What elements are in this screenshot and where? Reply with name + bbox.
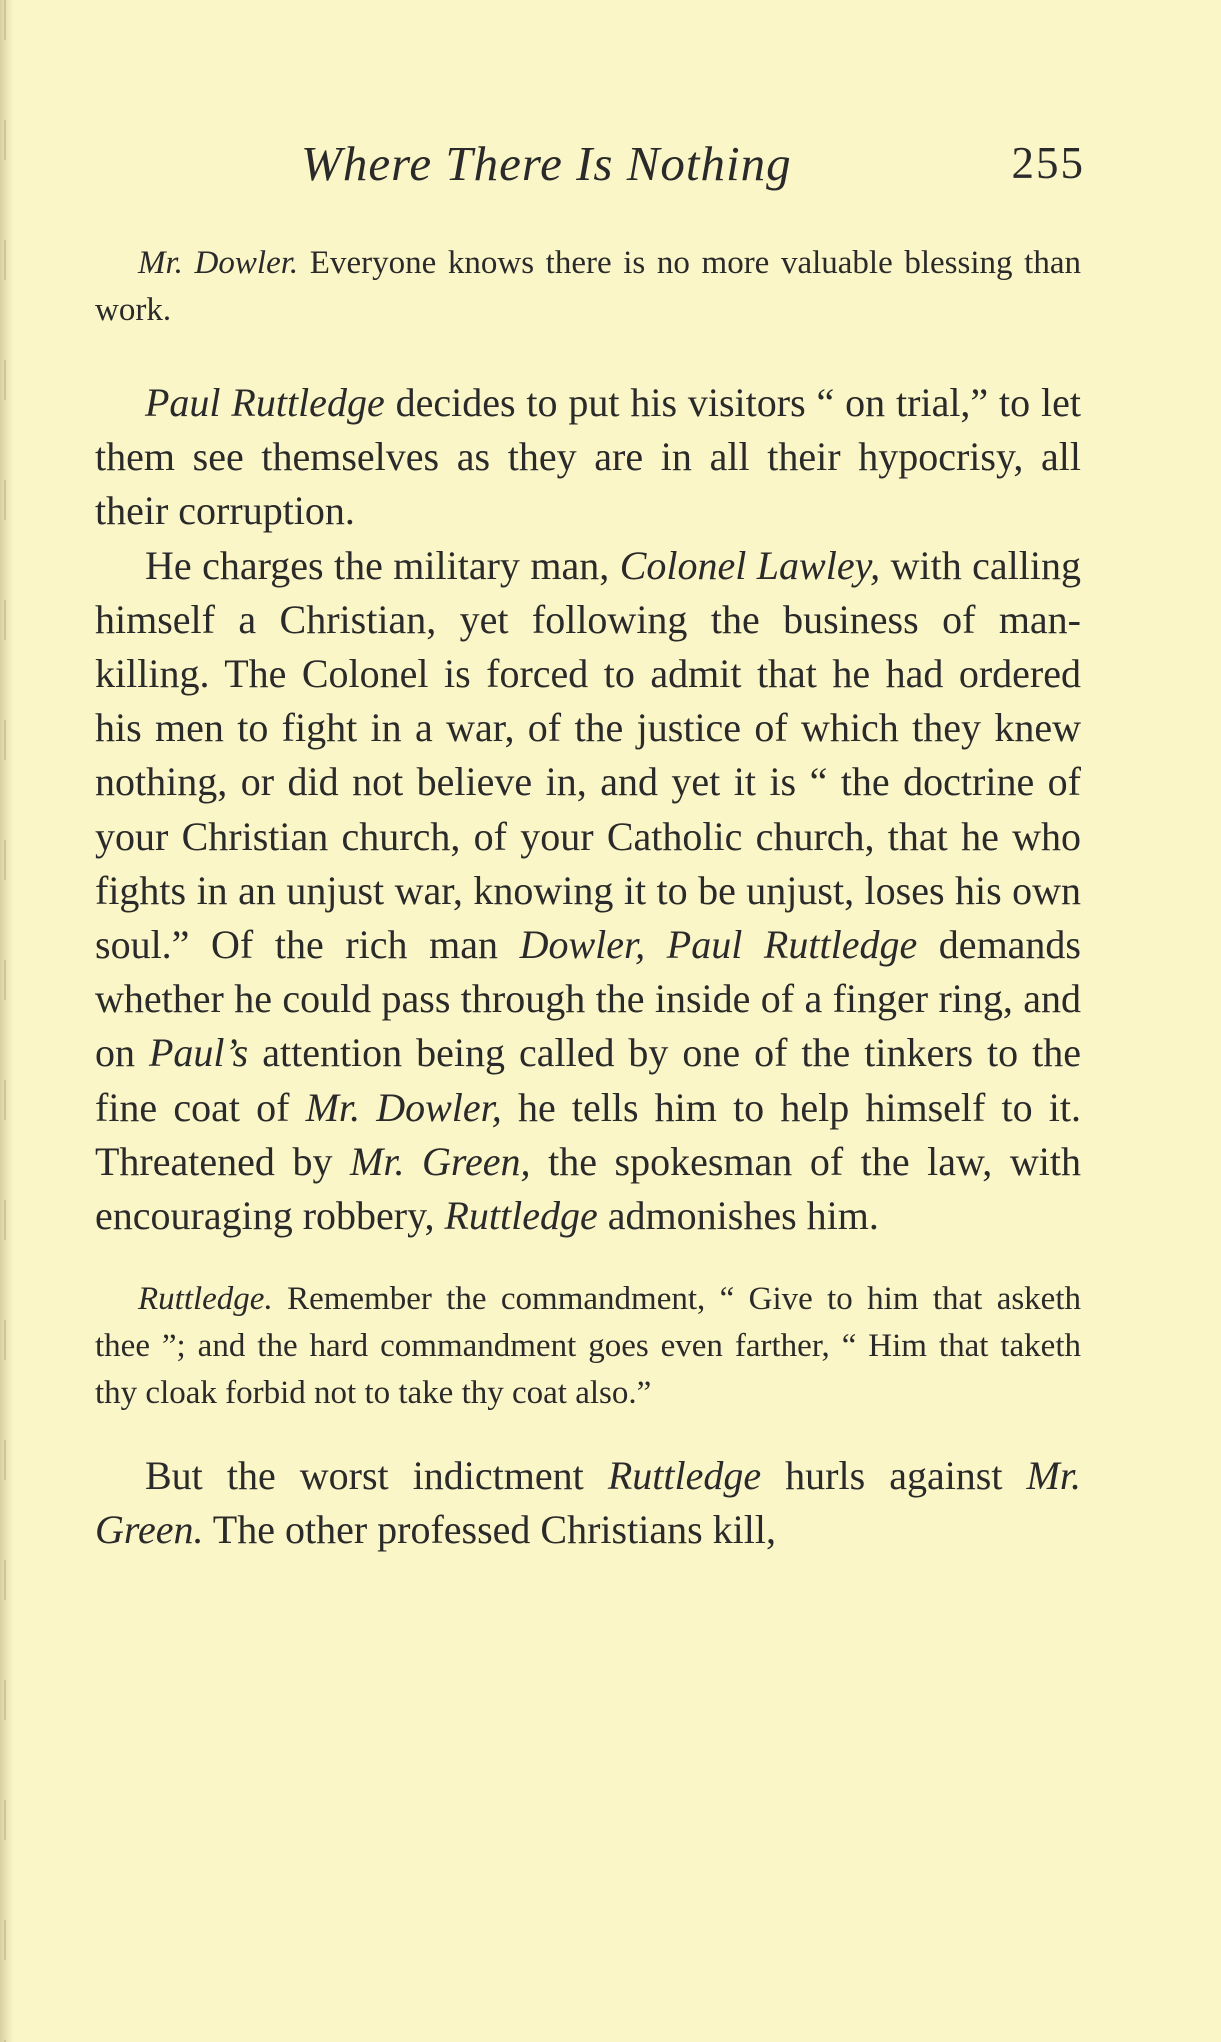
text-run: The other professed Christians kill, (203, 1507, 776, 1553)
character-name: Mr. Dowler, (305, 1084, 502, 1130)
text-run: demands whether he could pass through the inside of a finger ring, and on (95, 922, 1081, 1076)
text-run: attention being called by one of the tinkers to the fine coat of (95, 1030, 1082, 1130)
page-number: 255 (1011, 138, 1085, 188)
speaker-name: Mr. Dowler. (138, 245, 299, 281)
character-name: Ruttledge (444, 1193, 598, 1239)
text-run: hurls against (761, 1453, 1027, 1499)
text-run: he tells him to help himself to it. Threatened by (95, 1084, 1081, 1184)
speaker-name: Ruttledge. (138, 1281, 273, 1318)
paragraph-trial (95, 376, 1081, 539)
character-name: Paul’s (148, 1030, 249, 1076)
paragraph-charges (95, 539, 1081, 1244)
text-run: admonishes him. (597, 1193, 879, 1239)
paragraph-indictment (95, 1449, 1081, 1557)
character-name: Colonel Lawley, (619, 542, 881, 588)
dialogue-text: Everyone knows there is no more valuable blessing than work. (95, 245, 1081, 328)
running-title: Where There Is Nothing (301, 136, 792, 191)
dialogue-dowler (95, 240, 1081, 334)
text-run: the spokesman of the law, with encouraging robbery, (95, 1138, 1081, 1239)
character-name: Paul Ruttledge (145, 380, 385, 425)
text-run: with calling himself a Christian, yet following the business of man-killing. The Colonel is forced to admit that he had ordered his men to fight in a war, of the justice of which they knew nothing, or did not believe in, and yet it is “ the doctrine of your Christian church, of your Catholic church, that he who fights in an unjust war, knowing it to be unjust, loses his own soul.” Of the rich man (95, 542, 1081, 968)
character-name: Ruttledge (607, 1453, 762, 1499)
text-run: But the worst indictment (145, 1453, 608, 1499)
character-name: Dowler, Paul Ruttledge (519, 922, 918, 968)
page-body (95, 240, 1081, 1558)
character-name: Mr. Green, (350, 1138, 531, 1184)
text-run: He charges the military man, (145, 542, 620, 588)
dialogue-text: Remember the commandment, “ Give to him that asketh thee ”; and the hard commandment goes even farther, “ Him that taketh thy cloak forbid not to take thy coat also.” (95, 1281, 1081, 1412)
page-gutter-edge (0, 0, 14, 2042)
paragraph-text: decides to put his visitors “ on trial,” to let them see themselves as they are in all their hypocrisy, all their corruption. (95, 380, 1082, 534)
running-head (95, 135, 1085, 195)
dialogue-ruttledge (95, 1276, 1081, 1417)
character-name: Mr. Green. (95, 1453, 1081, 1553)
